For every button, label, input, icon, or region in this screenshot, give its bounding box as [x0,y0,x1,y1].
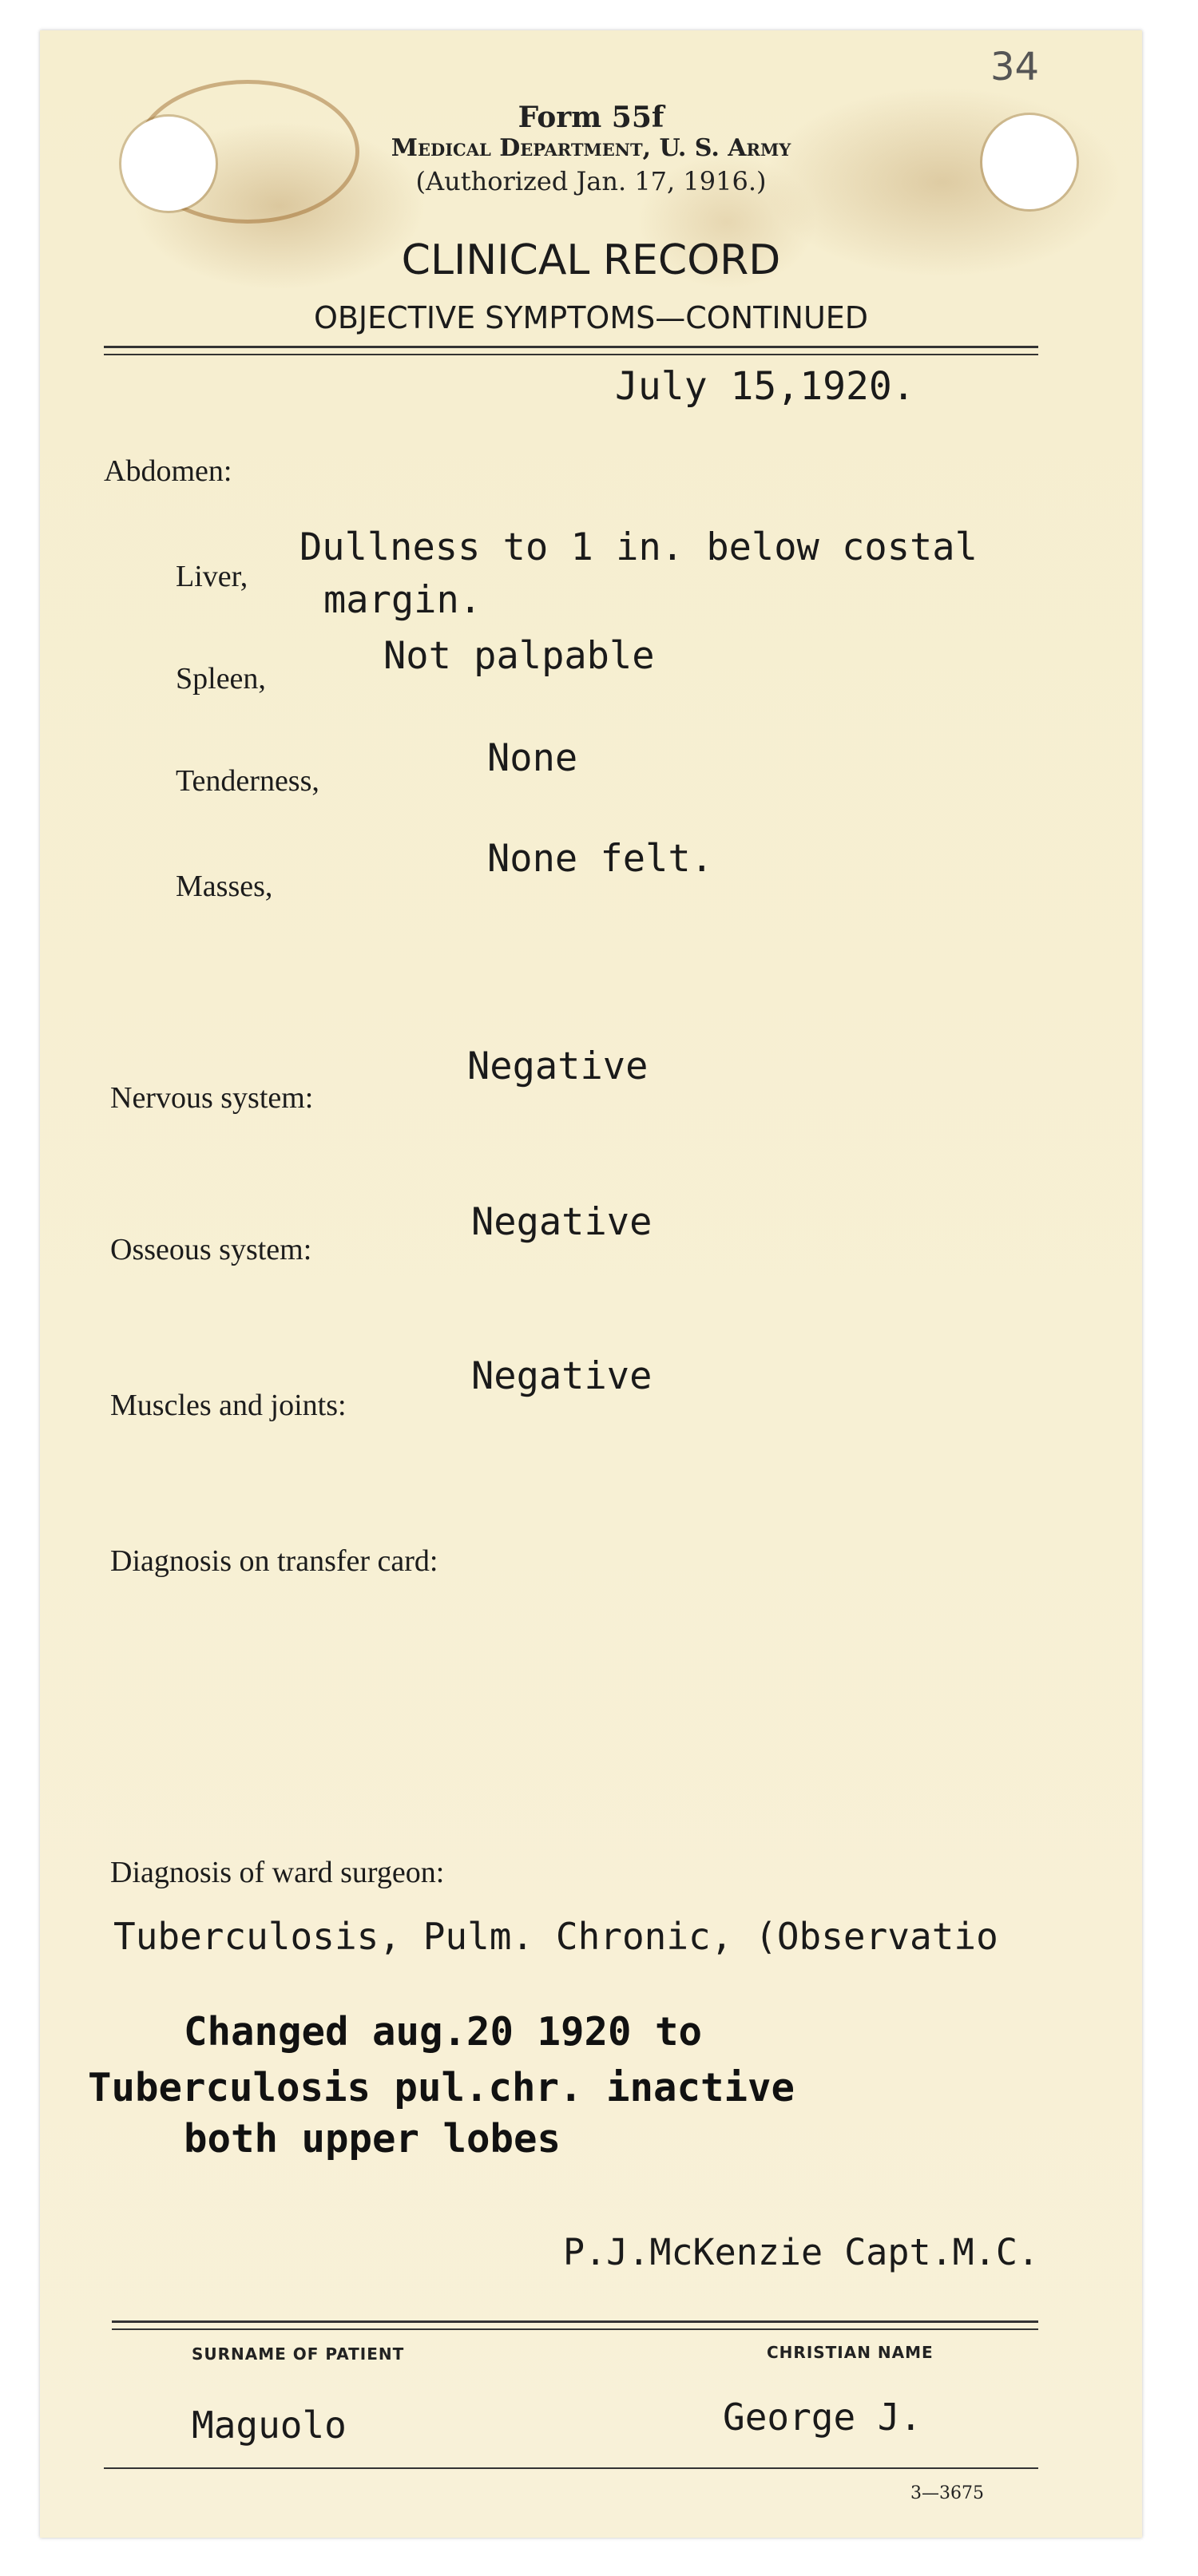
header-rule-bottom [104,354,1038,355]
header-rule-top [104,346,1038,348]
liver-label: Liver, [176,560,248,593]
christian-name-label: CHRISTIAN NAME [767,2343,934,2362]
ward-diagnosis-label: Diagnosis of ward surgeon: [110,1856,445,1889]
tenderness-label: Tenderness, [176,764,319,798]
nervous-system-value: Negative [467,1044,649,1088]
surname-value: Maguolo [192,2404,347,2447]
spleen-label: Spleen, [176,662,266,696]
form-number: Form 55f [518,101,664,134]
nervous-system-label: Nervous system: [110,1081,314,1115]
footer-rule-top [112,2320,1038,2323]
page-number: 34 [990,45,1040,89]
clinical-record-sheet [40,30,1142,2538]
liver-value-line1: Dullness to 1 in. below costal [300,525,978,569]
ward-diagnosis-value: Tuberculosis, Pulm. Chronic, (Observatio [113,1915,998,1958]
surname-label: SURNAME OF PATIENT [192,2344,405,2364]
page-title: CLINICAL RECORD [401,236,781,284]
form-code: 3—3675 [910,2483,984,2503]
changed-line-1: Changed aug.20 1920 to [184,2009,703,2055]
changed-line-2: Tuberculosis pul.chr. inactive [88,2065,795,2110]
transfer-diagnosis-label: Diagnosis on transfer card: [110,1544,438,1578]
authorized-line: (Authorized Jan. 17, 1916.) [415,166,767,196]
footer-bottom-line [104,2467,1038,2469]
record-date: July 15,1920. [615,364,915,409]
spleen-value: Not palpable [383,634,655,678]
abdomen-label: Abdomen: [104,454,232,488]
osseous-system-value: Negative [471,1200,653,1244]
christian-name-value: George J. [723,2396,922,2439]
surgeon-signature: P.J.McKenzie Capt.M.C. [563,2231,1040,2273]
footer-rule-bottom [112,2328,1038,2330]
page-subtitle: OBJECTIVE SYMPTOMS—CONTINUED [313,300,869,335]
tenderness-value: None [487,736,578,780]
muscles-joints-label: Muscles and joints: [110,1389,347,1422]
department-line: Medical Department, U. S. Army [391,134,791,162]
changed-line-3: both upper lobes [184,2116,561,2162]
osseous-system-label: Osseous system: [110,1233,312,1266]
liver-value-line2: margin. [323,578,482,622]
masses-label: Masses, [176,870,273,903]
muscles-joints-value: Negative [471,1354,653,1398]
masses-value: None felt. [487,837,713,881]
